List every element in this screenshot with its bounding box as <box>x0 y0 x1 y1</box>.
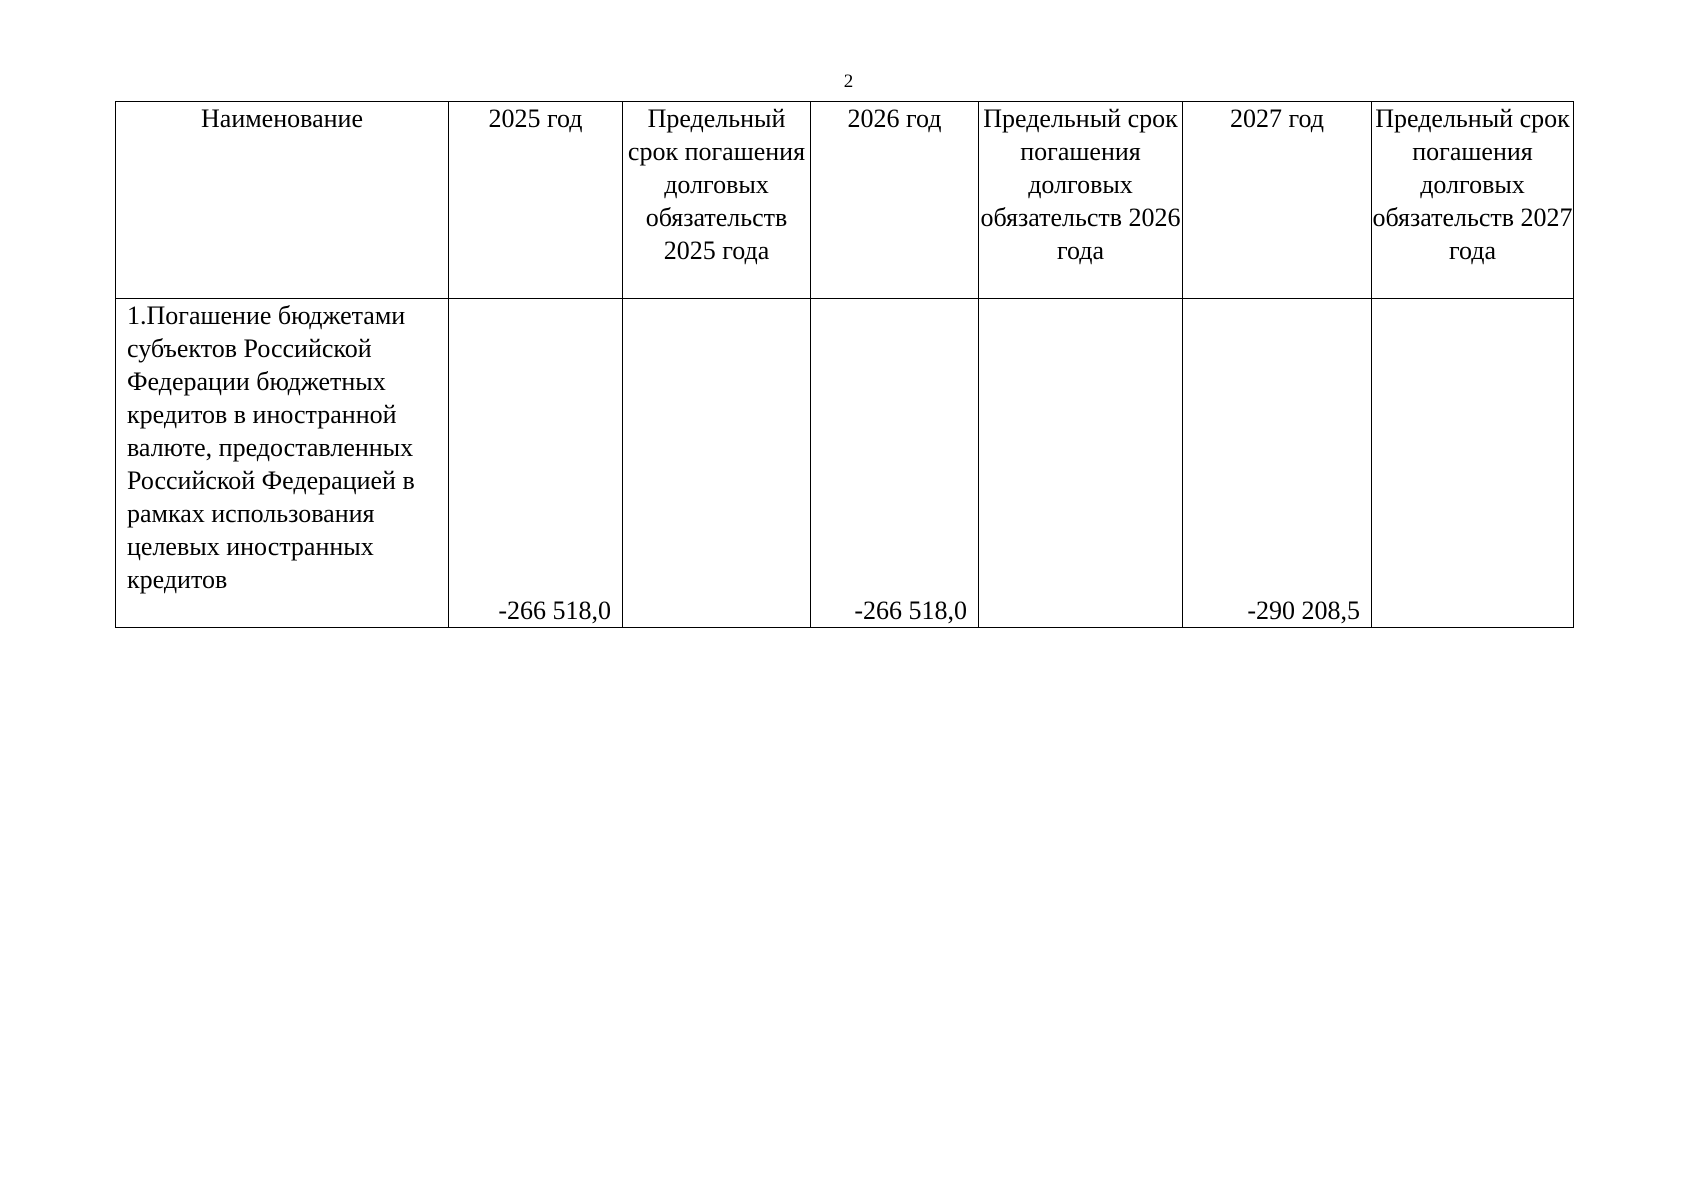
row-name: 1.Погашение бюджетами субъектов Российской Федерации бюджетных кредитов в иностранной валюте, предоставленных Российской Федерацией в рамках использования целевых иностранных кредитов <box>127 301 415 594</box>
value-limit-2026 <box>979 299 1183 628</box>
value-2025: -266 518,0 <box>449 299 623 628</box>
page-number: 2 <box>843 71 854 92</box>
budget-table <box>115 101 1574 628</box>
header-name: Наименование <box>116 102 449 299</box>
value-2026: -266 518,0 <box>811 299 979 628</box>
header-2026: 2026 год <box>811 102 979 299</box>
header-limit-2025: Предельный срок погашения долговых обязательств 2025 года <box>623 102 811 299</box>
header-limit-2027: Предельный срок погашения долговых обязательств 2027 года <box>1372 102 1574 299</box>
header-2027: 2027 год <box>1183 102 1372 299</box>
table-row <box>116 299 1574 628</box>
value-2027: -290 208,5 <box>1183 299 1372 628</box>
value-limit-2025 <box>623 299 811 628</box>
row-name-cell <box>116 299 449 628</box>
value-limit-2027 <box>1372 299 1574 628</box>
table-header-row <box>116 102 1574 299</box>
header-limit-2026: Предельный срок погашения долговых обязательств 2026 года <box>979 102 1183 299</box>
header-2025: 2025 год <box>449 102 623 299</box>
